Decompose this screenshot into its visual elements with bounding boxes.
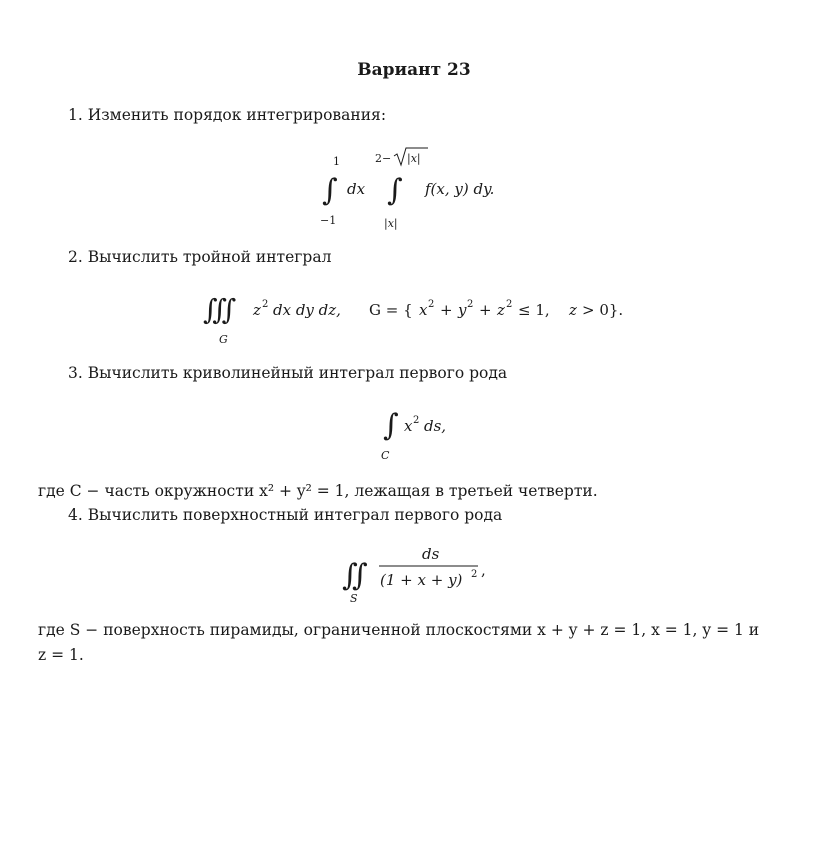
formula-4-denominator-exp: 2 xyxy=(471,569,478,580)
formula-2-domain-y-exp: 2 xyxy=(467,299,474,310)
formula-4-surface-sub: S xyxy=(350,592,358,605)
formula-2-differentials: dx dy dz, xyxy=(273,301,341,319)
task-3-note: где C − часть окружности x² + y² = 1, лежащая в третьей четверти. xyxy=(38,482,598,500)
formula-1-inner-upper-prefix: 2− xyxy=(375,152,392,165)
formula-1-inner-upper-radicand: |x| xyxy=(407,152,421,165)
formula-4-double-integral-sign: ∬ xyxy=(342,558,368,593)
formula-2-domain-rest: ≤ 1, xyxy=(518,301,550,319)
formula-2-domain-x-exp: 2 xyxy=(428,299,435,310)
formula-1-inner-lower: |x| xyxy=(384,217,398,230)
task-4-note-line-1: где S − поверхность пирамиды, ограниченной плоскостями x + y + z = 1, x = 1, y = 1 и xyxy=(38,621,760,639)
formula-2-region-sub: G xyxy=(219,333,228,346)
formula-3-integrand-exp: 2 xyxy=(413,415,420,426)
formula-2-triple-integral-sign: ∭ xyxy=(203,293,237,326)
formula-1-integrand: f(x, y) dy. xyxy=(425,180,495,198)
formula-1-outer-integral-sign: ∫ xyxy=(322,173,338,208)
formula-4-numerator: ds xyxy=(422,545,440,563)
formula-1-inner-integral-sign: ∫ xyxy=(387,173,403,208)
formula-1-outer-lower: −1 xyxy=(320,214,337,227)
formula-4-trailing-comma: , xyxy=(481,561,486,579)
formula-4-denominator-base: (1 + x + y) xyxy=(380,571,463,589)
task-2-label: 2. Вычислить тройной интеграл xyxy=(68,248,332,266)
formula-2-domain-y: y xyxy=(458,301,467,319)
formula-2-domain-z2: z xyxy=(569,301,577,319)
formula-2-domain-lhs: G = { xyxy=(369,301,413,319)
task-4-label: 4. Вычислить поверхностный интеграл первого рода xyxy=(68,506,503,524)
formula-2-domain-z-exp: 2 xyxy=(506,299,513,310)
formula-2-plus-2: + xyxy=(479,301,492,319)
formula-3-differential: ds, xyxy=(424,417,447,435)
formula-1-outer-diff: dx xyxy=(347,180,366,198)
formula-3-integral-sign: ∫ xyxy=(383,408,399,443)
formula-2-domain-z: z xyxy=(497,301,505,319)
formula-2-integrand-base: z xyxy=(253,301,261,319)
formula-2-domain-cond: > 0}. xyxy=(582,301,624,319)
variant-title: Вариант 23 xyxy=(357,60,471,80)
formula-3-integrand-base: x xyxy=(404,417,413,435)
formula-2-plus-1: + xyxy=(440,301,453,319)
task-1-label: 1. Изменить порядок интегрирования: xyxy=(68,106,387,124)
task-4-note-line-2: z = 1. xyxy=(38,646,84,664)
formula-2-integrand-exp: 2 xyxy=(262,299,269,310)
formula-1-outer-upper: 1 xyxy=(333,155,340,168)
formula-2-domain-x: x xyxy=(419,301,428,319)
formula-3-curve-sub: C xyxy=(381,449,390,462)
task-3-label: 3. Вычислить криволинейный интеграл первого рода xyxy=(68,364,508,382)
